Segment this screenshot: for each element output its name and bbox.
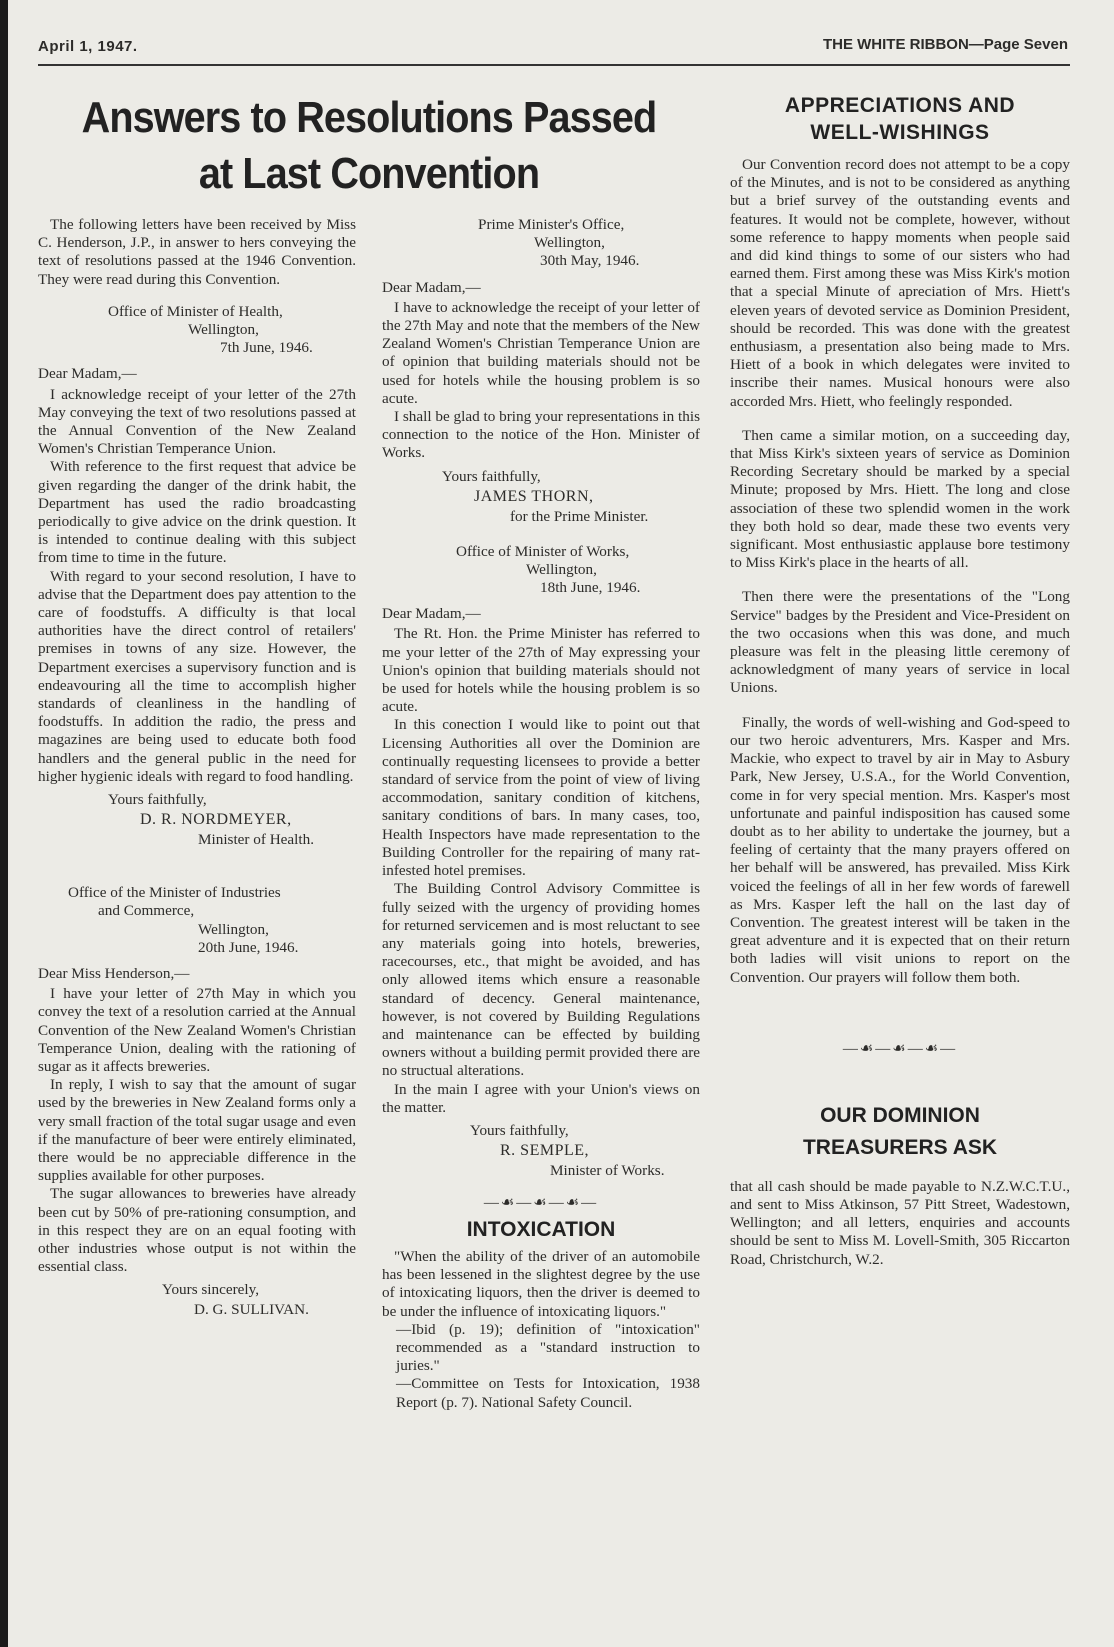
title-line: TREASURERS ASK	[802, 1135, 998, 1159]
issue-date: April 1, 1947.	[38, 38, 138, 55]
letter-paragraph: I have to acknowledge the receipt of your letter of the 27th May and note that the members of the New Zealand Women's Christian Temperance Union are of opinion that building materials should not be used for hotels while the housing problem is so acute.	[382, 298, 700, 407]
appreciations-title	[730, 92, 1070, 146]
office-line: Office of Minister of Works,	[456, 542, 630, 560]
title-line: OUR DOMINION	[820, 1103, 980, 1127]
appreciations-paragraph: Our Convention record does not attempt to be a copy of the Minutes, and is not to be considered as anything but a brief survey of the outstanding events and features. It would not be complete, however, without some reference to happy moments when people said and did kind things to some of our sisters who had earned them. First among these was Miss Kirk's motion that a special Minute of apreciation of Mrs. Hiett's eleven years of devoted service as Dominion President, should be recorded. This was done with the greatest enthusiasm, a presentation also being made to Mrs. Hiett of a book in which delegates were invited to inscribe their names. Musical honours were also accorded Mrs. Hiett, who feelingly responded.	[730, 156, 1070, 410]
closing-phrase: Yours faithfully,	[108, 791, 207, 809]
appreciations-paragraph: Then there were the presentations of the "Long Service" badges by the President and Vice-President on the two occasions when this was done, and much pleasure was felt in the pleasing little ceremony of acknowledgment of many years of service in local Unions.	[730, 588, 1070, 697]
office-date: 18th June, 1946.	[540, 579, 641, 597]
letter-works-address	[382, 543, 700, 598]
salutation: Dear Miss Henderson,—	[38, 964, 190, 982]
letter-paragraph: The sugar allowances to breweries have already been cut by 50% of pre-rationing consumption, and in this respect they are on an equal footing with other industries whose output is not within the essential class.	[38, 1185, 356, 1276]
title-line: WELL-WISHINGS	[810, 121, 990, 144]
letter-closing	[382, 467, 700, 527]
office-date: 7th June, 1946.	[220, 339, 313, 357]
letter-industries-address	[38, 884, 356, 957]
signer-name: R. SEMPLE,	[500, 1141, 590, 1159]
salutation: Dear Madam,—	[382, 278, 481, 296]
citation: —Committee on Tests for Intoxication, 1938 Report (p. 7). National Safety Council.	[396, 1375, 700, 1411]
resolutions-article	[38, 76, 700, 1412]
title-line: APPRECIATIONS AND	[784, 94, 1016, 117]
page-edge-shadow	[0, 0, 8, 1647]
section-ornament: —☙—☙—☙—	[483, 1194, 599, 1211]
article-title: Answers to Resolutions Passed at Last Convention	[81, 93, 657, 198]
letter-paragraph: In reply, I wish to say that the amount of sugar used by the breweries in New Zealand forms only a very small fraction of the total sugar usage and even if the manufacture of beer were entirely eliminated, there would be no appreciable difference in the supplies available for other purposes.	[38, 1076, 356, 1185]
office-line: Prime Minister's Office,	[478, 216, 625, 233]
article-column-1	[38, 216, 356, 1412]
letter-paragraph: I acknowledge receipt of your letter of the 27th May conveying the text of two resolutions passed at the Annual Convention of the New Zealand Women's Christian Temperance Union.	[38, 385, 356, 458]
intoxication-title: INTOXICATION	[466, 1217, 616, 1241]
letter-pm-address	[382, 216, 700, 271]
office-date: 20th June, 1946.	[198, 938, 299, 956]
office-line: Office of Minister of Health,	[108, 302, 283, 320]
letter-health-address	[38, 303, 356, 358]
signer-name: JAMES THORN,	[474, 487, 594, 505]
office-line: Wellington,	[188, 321, 259, 339]
appreciations-paragraph: Finally, the words of well-wishing and God-speed to our two heroic adventurers, Mrs. Kasper and Mrs. Mackie, who expect to travel by air in May to Asbury Park, New Jersey, U.S.A., for the World Convention, come in for very special mention. Mrs. Kasper's most unfortunate and painful indisposition has caused some doubt as to her ability to undertake the journey, but a feeling of certainty that the many prayers offered on her behalf will be answered, has prevailed. Miss Kirk voiced the feelings of all in her few words of farewell as Mrs. Kasper left the hall on the last day of Convention. The greatest interest will be taken in the great adventure and it is expected that on their return both ladies will visit unions to report on the Convention. Our prayers will follow them both.	[730, 713, 1070, 986]
publication-page-label: THE WHITE RIBBON—Page Seven	[822, 36, 1068, 53]
letter-paragraph: The Rt. Hon. the Prime Minister has referred to me your letter of the 27th of May expressing your Union's opinion that building materials should not be used for hotels while the housing problem is so acute.	[382, 625, 700, 716]
letter-paragraph: The Building Control Advisory Committee is fully seized with the urgency of providing homes for returned servicemen and is most reluctant to see any materials going into hotels, breweries, racecourses, etc., that might be avoided, and has only allowed items which ensure a reasonable standard of decency. General maintenance, however, is not covered by Building Regulations and maintenance can be effected by building owners without a building permit provided there are no structual alterations.	[382, 880, 700, 1080]
signer-title: Minister of Works.	[550, 1161, 665, 1179]
treasurers-title	[730, 1100, 1070, 1164]
citation: —Ibid (p. 19); definition of "intoxication" recommended as a "standard instruction to juries."	[396, 1320, 700, 1375]
office-line: Office of the Minister of Industries	[68, 884, 281, 902]
section-ornament: —☙—☙—☙—	[842, 1040, 958, 1057]
article-intro: The following letters have been received by Miss C. Henderson, J.P., in answer to hers conveying the text of resolutions passed at the 1946 Convention. They were read during this Convention.	[38, 216, 356, 288]
treasurers-body: that all cash should be made payable to N.Z.W.C.T.U., and sent to Miss Atkinson, 57 Pitt Street, Wadestown, Wellington; and all letters, enquiries and accounts should be sent to Miss M. Lovell-Smith, 305 Riccarton Road, Christchurch, W.2.	[730, 1177, 1070, 1268]
letter-paragraph: I have your letter of 27th May in which you convey the text of a resolution carried at the Annual Convention of the New Zealand Women's Christian Temperance Union, dealing with the rationing of sugar as it affects breweries.	[38, 985, 356, 1075]
intoxication-quote: "When the ability of the driver of an automobile has been lessened in the slightest degree by the use of intoxicating liquors, then the driver is deemed to be under the influence of intoxicating liquors."	[382, 1247, 700, 1320]
letter-closing	[382, 1121, 700, 1181]
closing-phrase: Yours sincerely,	[162, 1281, 260, 1299]
office-date: 30th May, 1946.	[540, 252, 640, 270]
office-line: and Commerce,	[98, 902, 195, 920]
signer-name: D. R. NORDMEYER,	[140, 811, 292, 829]
letter-paragraph: With regard to your second resolution, I have to advise that the Department does pay attention to the care of foodstuffs. A difficulty is that local authorities have the direct control of retailers' premises in towns of any size. However, the Department exercises a supervisory function and is endeavouring all the time to accomplish higher standards of cleanliness in the handling of foodstuffs. In addition the radio, the press and magazines are being used to educate both food handlers and the general public in the need for higher hygienic ideals with regard to food handling.	[38, 567, 356, 785]
closing-phrase: Yours faithfully,	[470, 1121, 569, 1139]
office-line: Wellington,	[198, 920, 269, 938]
office-line: Wellington,	[526, 560, 597, 578]
signer-name: D. G. SULLIVAN.	[194, 1301, 309, 1319]
letter-paragraph: In this conection I would like to point out that Licensing Authorities all over the Dominion are continually requesting licensees to provide a better standard of service from the point of view of living accommodation, sanitary condition of kitchens, sanitary conditions of bars. In many cases, too, Health Inspectors have made representation to the Building Controller for the repairing of many rat-infested hotel premises.	[382, 716, 700, 880]
letter-paragraph: In the main I agree with your Union's views on the matter.	[382, 1080, 700, 1116]
right-column	[730, 76, 1070, 1269]
salutation: Dear Madam,—	[382, 605, 481, 623]
header-rule	[38, 64, 1070, 66]
letter-paragraph: With reference to the first request that advice be given regarding the danger of the drink habit, the Department has used the radio broadcasting periodically to give advice on the drink question. It is intended to continue dealing with this subject from time to time in the future.	[38, 458, 356, 567]
letter-closing	[38, 1280, 356, 1320]
office-line: Wellington,	[534, 234, 605, 252]
salutation: Dear Madam,—	[38, 365, 137, 383]
letter-closing	[38, 790, 356, 850]
closing-phrase: Yours faithfully,	[442, 467, 541, 485]
appreciations-paragraph: Then came a similar motion, on a succeeding day, that Miss Kirk's sixteen years of service as Dominion Recording Secretary should be marked by a special Minute; proposed by Mrs. Hiett. The long and close association of these two splendid women in the work they both hold so dear, made these two events very significant. Most enthusiastic applause bore testimony to Miss Kirk's place in the hearts of all.	[730, 426, 1070, 572]
letter-paragraph: I shall be glad to bring your representations in this connection to the notice of the Hon. Minister of Works.	[382, 408, 700, 462]
signer-title: Minister of Health.	[198, 831, 314, 849]
article-column-2	[382, 216, 700, 1412]
signer-title: for the Prime Minister.	[510, 507, 649, 525]
